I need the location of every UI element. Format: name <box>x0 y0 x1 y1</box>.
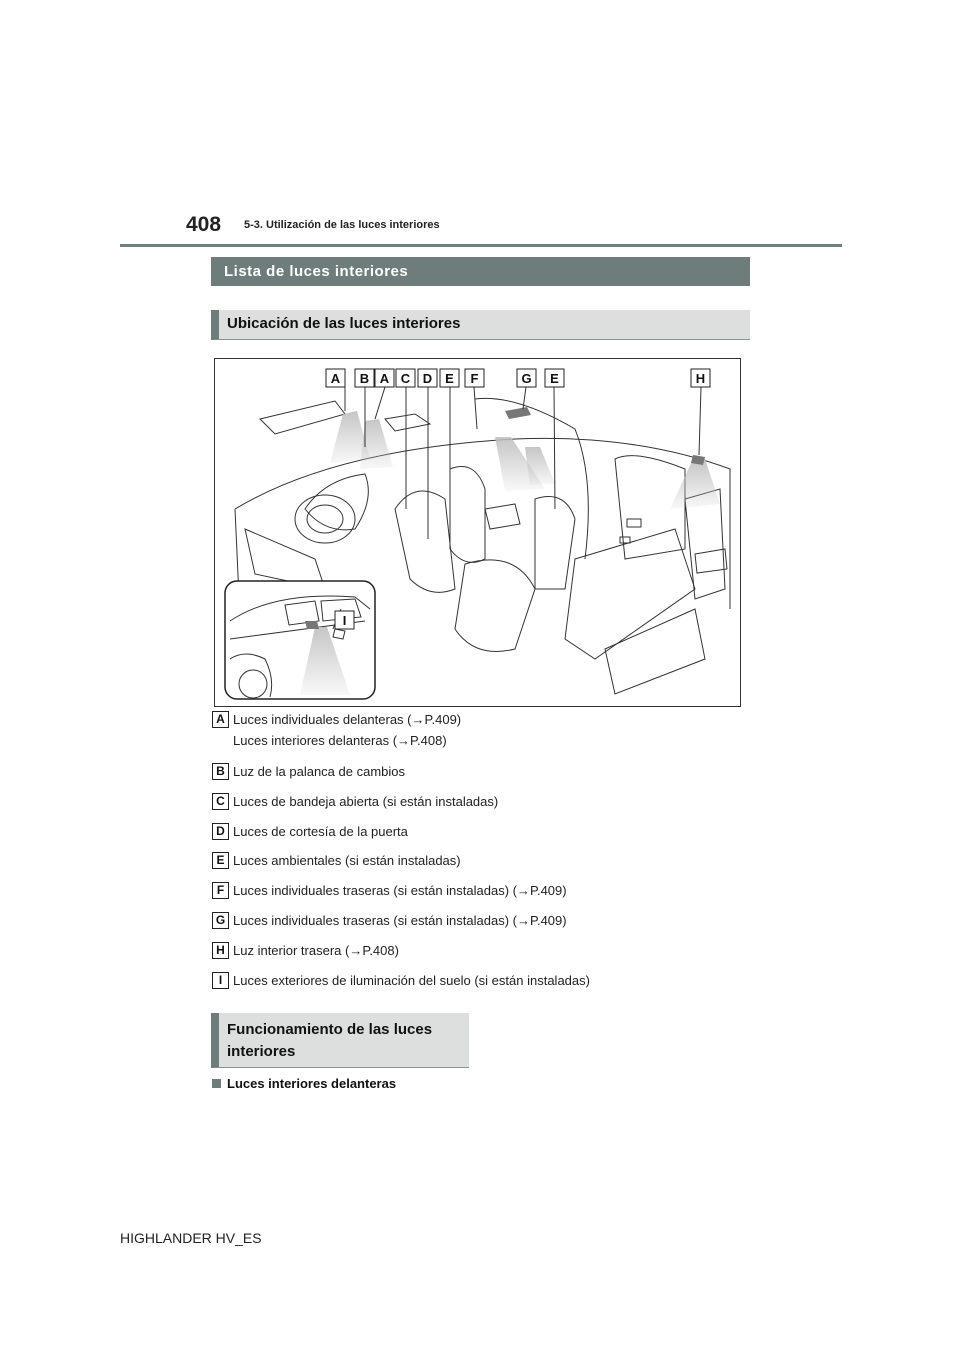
legend-text-e: Luces ambientales (si están instaladas) <box>233 853 461 868</box>
callout-f-text: F <box>470 371 479 386</box>
legend-text-g: Luces individuales traseras (si están instaladas) (→P.409) <box>233 913 567 928</box>
subsection-title-operation-line2: interiores <box>227 1043 296 1060</box>
legend-key-b: B <box>212 763 229 780</box>
subsection-title-operation <box>211 1013 469 1068</box>
legend-key-c: C <box>212 793 229 810</box>
callout-g-text: G <box>521 371 532 386</box>
callout-h <box>691 369 710 387</box>
bullet-heading-text: Luces interiores delanteras <box>227 1076 397 1091</box>
subsection-title-operation-line1: Funcionamiento de las luces <box>227 1021 433 1038</box>
callout-e-2-text: E <box>550 371 559 386</box>
section-reference: 5-3. Utilización de las luces interiores <box>244 219 440 231</box>
callout-e-1 <box>440 369 459 387</box>
callout-a-2 <box>375 369 394 387</box>
callout-g <box>517 369 536 387</box>
square-bullet-icon <box>212 1079 221 1088</box>
legend-text-i: Luces exteriores de iluminación del suelo (si están instaladas) <box>233 973 590 988</box>
legend-key-a: A <box>212 711 229 728</box>
callout-a-2-text: A <box>379 371 390 386</box>
legend-text-h: Luz interior trasera (→P.408) <box>233 943 399 958</box>
legend-key-d: D <box>212 823 229 840</box>
bullet-heading <box>212 1076 396 1091</box>
legend-text-a-2: Luces interiores delanteras (→P.408) <box>233 733 447 748</box>
legend-key-e: E <box>212 852 229 869</box>
callout-c-text: C <box>400 371 411 386</box>
callout-i <box>335 611 354 629</box>
exterior-inset <box>225 581 375 699</box>
callout-b <box>355 369 374 387</box>
page-number: 408 <box>186 213 222 236</box>
callout-h-text: H <box>695 371 706 386</box>
callout-d-text: D <box>422 371 433 386</box>
callout-f <box>465 369 484 387</box>
legend-text-f: Luces individuales traseras (si están instaladas) (→P.409) <box>233 883 567 898</box>
callout-a-1-text: A <box>330 371 341 386</box>
callout-d <box>418 369 437 387</box>
legend-key-g: G <box>212 912 229 929</box>
section-title-bar: Lista de luces interiores <box>211 257 750 286</box>
legend-text-c: Luces de bandeja abierta (si están instaladas) <box>233 794 499 809</box>
callout-i-text: I <box>342 613 347 628</box>
legend-key-h: H <box>212 942 229 959</box>
callout-a-1 <box>326 369 345 387</box>
legend-text-a-1: Luces individuales delanteras (→P.409) <box>233 712 462 727</box>
header-divider <box>120 244 842 247</box>
legend-text-d: Luces de cortesía de la puerta <box>233 824 408 839</box>
callout-c <box>396 369 415 387</box>
legend-key-i: I <box>212 972 229 989</box>
legend-key-f: F <box>212 882 229 899</box>
subsection-title-location: Ubicación de las luces interiores <box>211 310 750 340</box>
callout-e-2 <box>545 369 564 387</box>
callout-labels-top <box>326 369 710 387</box>
callout-b-text: B <box>359 371 370 386</box>
interior-lights-illustration <box>214 358 741 707</box>
callout-e-1-text: E <box>445 371 454 386</box>
legend-text-b: Luz de la palanca de cambios <box>233 764 406 779</box>
footer-model-code: HIGHLANDER HV_ES <box>120 1230 262 1246</box>
